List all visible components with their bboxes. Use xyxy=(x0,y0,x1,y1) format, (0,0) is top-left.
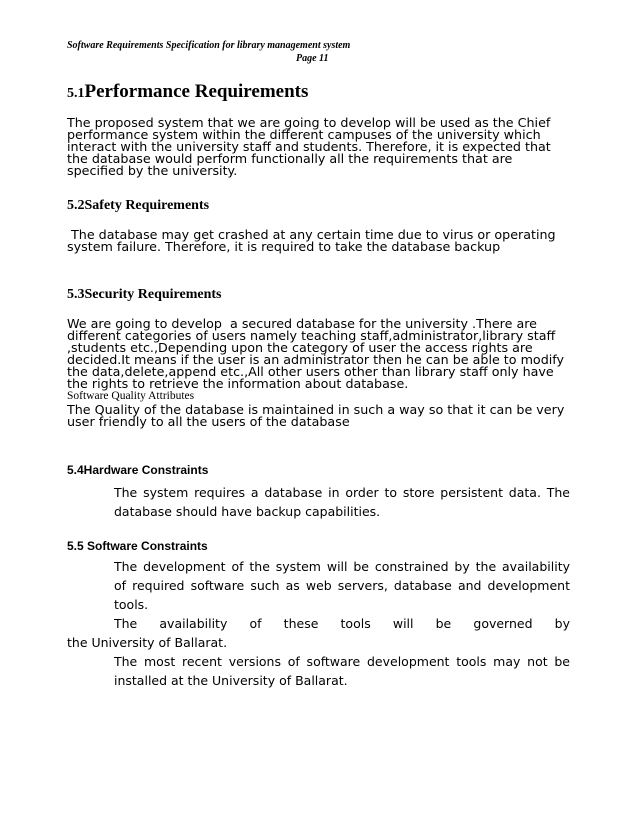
paragraph-line: the rights to retrieve the information about database. xyxy=(67,376,409,391)
paragraph-line: tools. xyxy=(114,597,149,612)
section-5-1-paragraph xyxy=(67,117,577,177)
paragraph-line: installed at the University of Ballarat. xyxy=(114,673,348,688)
section-5-1-number: 5.1 xyxy=(67,86,85,101)
section-5-2-heading: 5.2Safety Requirements xyxy=(67,198,210,213)
paragraph-line: decided.It means if the user is an administrator then he can be able to modify xyxy=(67,352,565,367)
page-number: Page 11 xyxy=(296,53,329,64)
software-quality-paragraph xyxy=(67,404,577,428)
section-5-3-paragraph xyxy=(67,318,577,390)
paragraph-line: The development of the system will be constrained by the availability xyxy=(114,559,570,574)
paragraph-line: of required software such as web servers, database and development xyxy=(114,578,570,593)
paragraph-line: The proposed system that we are going to develop will be used as the Chief xyxy=(67,115,551,130)
section-5-1-title: Performance Requirements xyxy=(84,81,309,102)
paragraph-line: The database may get crashed at any certain time due to virus or operating xyxy=(67,227,556,242)
paragraph-line: ,students etc.,Depending upon the category of user the access rights are xyxy=(67,340,533,355)
paragraph-line: interact with the university staff and students. Therefore, it is expected that xyxy=(67,139,551,154)
paragraph-line: The Quality of the database is maintained in such a way so that it can be very xyxy=(67,402,565,417)
section-5-3-heading: 5.3Security Requirements xyxy=(67,287,222,302)
paragraph-line: We are going to develop a secured database for the university .There are xyxy=(67,316,537,331)
paragraph-line: database should have backup capabilities. xyxy=(114,504,381,519)
paragraph-line: the University of Ballarat. xyxy=(67,635,228,650)
section-5-4-heading: 5.4Hardware Constraints xyxy=(67,463,209,477)
section-5-2-paragraph xyxy=(67,229,577,253)
software-quality-attributes-heading: Software Quality Attributes xyxy=(67,390,195,402)
paragraph-line: different categories of users namely teaching staff,administrator,library staff xyxy=(67,328,556,343)
section-5-5-heading: 5.5 Software Constraints xyxy=(67,539,208,553)
paragraph-line: system failure. Therefore, it is required to take the database backup xyxy=(67,239,501,254)
paragraph-line: The availability of these tools will be governed by xyxy=(114,616,570,631)
running-header-title: Software Requirements Specification for library management system xyxy=(67,40,351,51)
paragraph-line: the data,delete,append etc.,All other users other than library staff only have xyxy=(67,364,554,379)
paragraph-line: specified by the university. xyxy=(67,163,238,178)
paragraph-line: performance system within the different campuses of the university which xyxy=(67,127,541,142)
paragraph-line: user friendly to all the users of the database xyxy=(67,414,350,429)
paragraph-line: The most recent versions of software development tools may not be xyxy=(114,654,570,669)
paragraph-line: the database would perform functionally all the requirements that are xyxy=(67,151,513,166)
paragraph-line: The system requires a database in order to store persistent data. The xyxy=(114,485,570,500)
section-5-1-heading xyxy=(67,80,308,106)
